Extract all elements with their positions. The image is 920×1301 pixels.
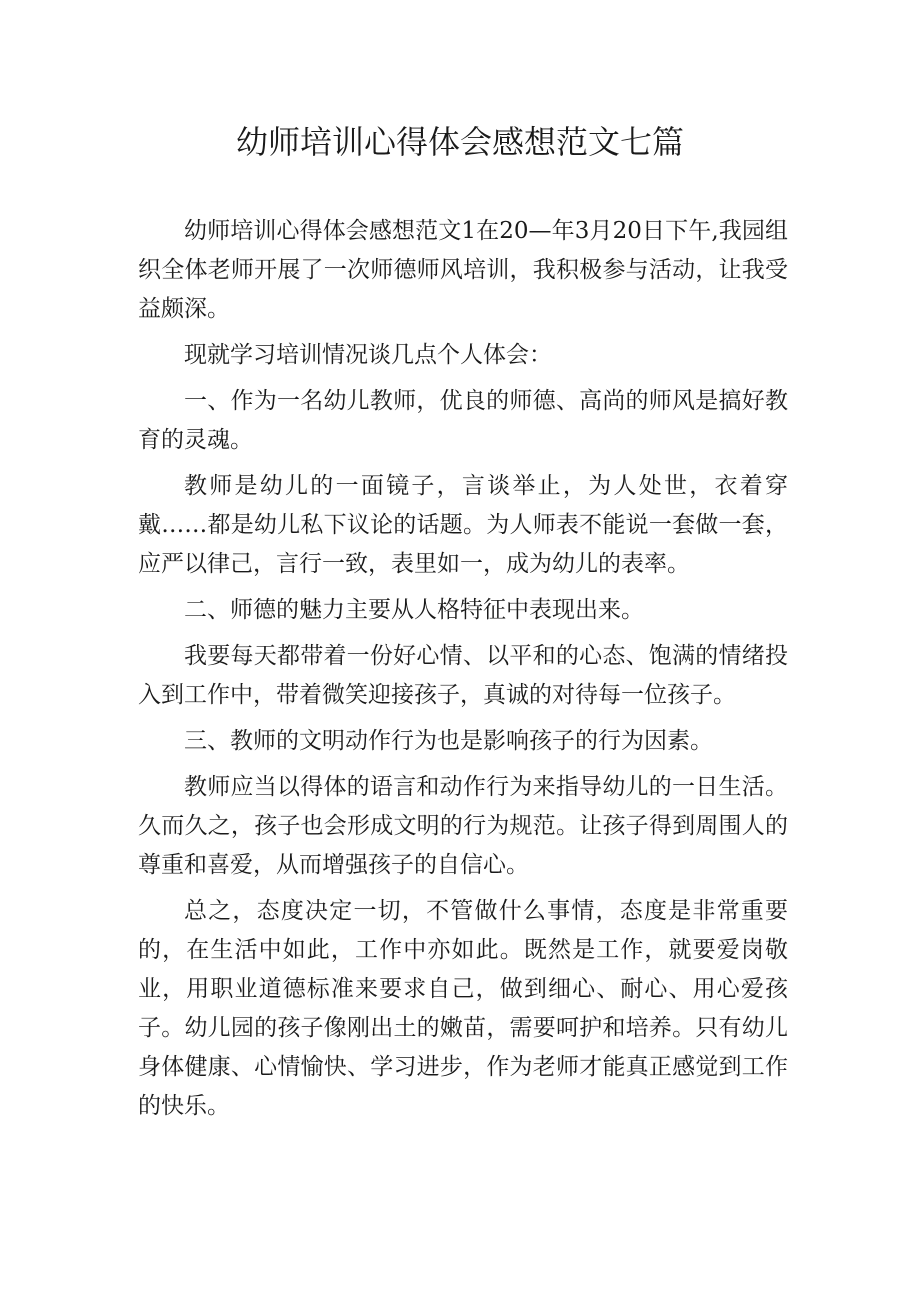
paragraph: 幼师培训心得体会感想范文1在20—年3月20日下午,我园组织全体老师开展了一次师德师风培训，我积极参与活动，让我受益颇深。 [138, 218, 788, 322]
paragraph: 三、教师的文明动作行为也是影响孩子的行为因素。 [184, 728, 713, 754]
paragraph: 教师应当以得体的语言和动作行为来指导幼儿的一日生活。久而久之，孩子也会形成文明的行为规范。让孩子得到周围人的尊重和喜爱，从而增强孩子的自信心。 [138, 774, 788, 878]
paragraph: 总之，态度决定一切，不管做什么事情，态度是非常重要的，在生活中如此，工作中亦如此。既然是工作，就要爱岗敬业，用职业道德标准来要求自己，做到细心、耐心、用心爱孩子。幼儿园的孩子像刚出土的嫩苗，需要呵护和培养。只有幼儿身体健康、心情愉快、学习进步，作为老师才能真正感觉到工作的快乐。 [138, 898, 788, 1119]
document-body [138, 212, 788, 1133]
document-title: 幼师培训心得体会感想范文七篇 [235, 123, 684, 161]
paragraph: 教师是幼儿的一面镜子，言谈举止，为人处世，衣着穿戴……都是幼儿私下议论的话题。为人师表不能说一套做一套，应严以律己，言行一致，表里如一，成为幼儿的表率。 [138, 473, 788, 577]
paragraph: 现就学习培训情况谈几点个人体会： [184, 342, 552, 368]
paragraph: 二、师德的魅力主要从人格特征中表现出来。 [184, 597, 644, 623]
paragraph: 我要每天都带着一份好心情、以平和的心态、饱满的情绪投入到工作中，带着微笑迎接孩子，真诚的对待每一位孩子。 [138, 643, 788, 708]
paragraph: 一、作为一名幼儿教师，优良的师德、高尚的师风是搞好教育的灵魂。 [138, 388, 788, 453]
